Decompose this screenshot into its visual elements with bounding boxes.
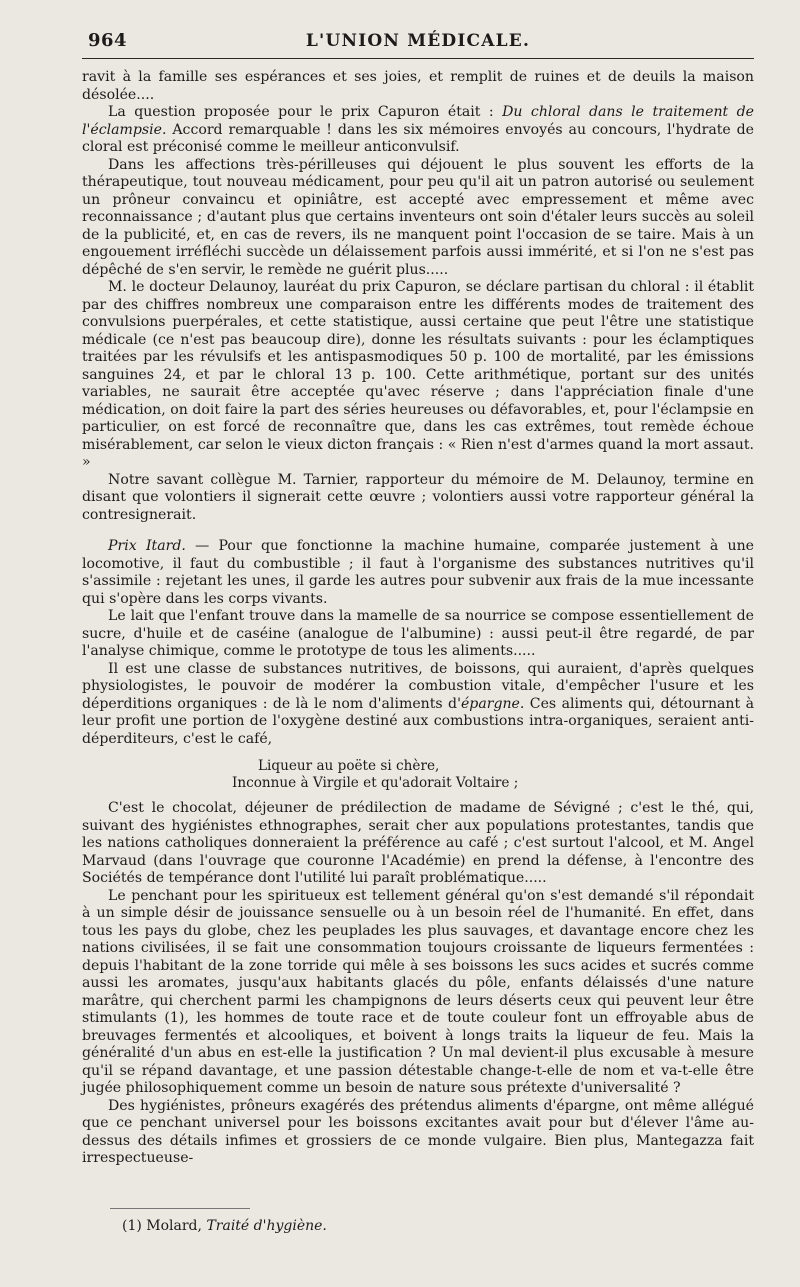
footnote-marker: (1) Molard, [122, 1218, 207, 1234]
paragraph-emphasis: épargne. [460, 695, 525, 712]
paragraph-text: ravit à la famille ses espérances et ses joies, et remplit de ruines et de deuils la maison désolée.... [82, 69, 754, 103]
paragraph [82, 1098, 754, 1168]
paragraph-text: Des hygiénistes, prôneurs exagérés des prétendus aliments d'épargne, ont même allégué que ce penchant universel pour les boissons excitantes avait pour but d'élever l'âme au-dessus des détails infimes et grossiers de ce monde vulgaire. Bien plus, Mantegazza fait irrespectueuse- [82, 1097, 754, 1166]
verse-line: Liqueur au poëte si chère, [258, 758, 440, 774]
paragraph-prix-itard [82, 538, 754, 608]
paragraph [82, 661, 754, 749]
footnote-divider [110, 1208, 250, 1209]
paragraph-text: La question proposée pour le prix Capuron était : [108, 104, 503, 120]
running-title: L'UNION MÉDICALE. [305, 31, 531, 51]
paragraph-text: Notre savant collègue M. Tarnier, rapporteur du mémoire de M. Delaunoy, termine en disant que volontiers il signerait cette œuvre ; volontiers aussi votre rapporteur général la contresignerait. [82, 471, 754, 523]
paragraph [82, 888, 754, 1098]
paragraph [82, 157, 754, 280]
page-header [82, 28, 754, 59]
paragraph-text: Il est une classe de substances nutritives, de boissons, qui auraient, d'après quelques physiologistes, le pouvoir de modérer la combustion vitale, d'empêcher l'usure et les déperditions organiques : de là le nom d'aliments d' [82, 660, 754, 712]
paragraph-text: Ces aliments qui, détournant à leur profit une portion de l'oxygène destiné aux combustions intra-organiques, seraient anti-déperditeurs, c'est le café, [82, 695, 754, 747]
paragraph-emphasis: Du chloral dans le traitement de l'éclampsie. [82, 104, 755, 138]
footnote-title: Traité d'hygiène. [206, 1218, 327, 1234]
page-number: 964 [88, 30, 128, 51]
paragraph [82, 279, 754, 472]
section-heading-prix-itard: Prix Itard. [108, 538, 186, 554]
paragraph-text: Le lait que l'enfant trouve dans la mamelle de sa nourrice se compose essentiellement de sucre, d'huile et de caséine (analogue de l'albumine) : aussi peut-il être regardé, de par l'analyse chimique, comme le prototype de tous les aliments..... [82, 608, 754, 659]
paragraph-text: Le penchant pour les spiritueux est tellement général qu'on s'est demandé s'il répondait à un simple désir de jouissance sensuelle ou à un besoin réel de l'humanité. En effet, dans tous les pays du globe, chez les peuplades les plus sauvages, et davantage encore chez les nations civilisées, il se fait une consommation toujours croissante de liqueurs fermentées : depuis l'habitant de la zone torride qui mêle à ses boissons les sucs acides et sucrés comme aussi les aromates, jusqu'aux habitants glacés du pôle, enfants délaissés d'une nature marâtre, qui cherchent parmi les champignons de leurs déserts ceux qui peuvent leur être stimulants (1), les hommes de toute race et de toute couleur font un effroyable abus de breuvages fermentés et alcooliques, et boivent à longs traits la liqueur de feu. Mais la généralité d'un abus en est-elle la justification ? Un mal devient-il plus excusable à mesure qu'il se répand davantage, et une passion détestable change-t-elle de nom et va-t-elle être jugée philosophiquement comme un besoin de nature sous prétexte d'universalité ? [82, 887, 754, 1096]
paragraph [82, 69, 754, 104]
paragraph-text: Accord remarquable ! dans les six mémoires envoyés au concours, l'hydrate de cloral est préconisé comme le meilleur anticonvulsif. [82, 121, 754, 155]
paragraph [82, 104, 754, 157]
verse-quote [82, 758, 754, 792]
paragraph [82, 608, 754, 661]
paragraph-text: — Pour que fonctionne la machine humaine, comparée justement à une locomotive, il faut du combustible ; il faut à l'organisme des substances nutritives qu'il s'assimile : rejetant les unes, il garde les autres pour subvenir aux frais de la mue incessante qui s'opère dans les corps vivants. [82, 538, 755, 607]
paragraph-text: M. le docteur Delaunoy, lauréat du prix Capuron, se déclare partisan du chloral : il établit par des chiffres nombreux une comparaison entre les différents modes de traitement des convulsions puerpérales, et cette statistique, aussi certaine que peut l'être une statistique médicale (ce n'est pas beaucoup dire), donne les résultats suivants : pour les éclamptiques traitées par les révulsifs et les antispasmodiques 50 p. 100 de mortalité, par les émissions sanguines 24, et par le chloral 13 p. 100. Cette arithmétique, portant sur des unités variables, ne saurait être acceptée qu'avec réserve ; dans l'appréciation finale d'une médication, on doit faire la part des séries heureuses ou défavorables, et, pour l'éclampsie en particulier, on est forcé de reconnaître que, dans les cas extrêmes, tout remède échoue misérablement, car selon le vieux dicton français : « Rien n'est d'armes quand la mort assaut. » [82, 279, 754, 470]
verse-line: Inconnue à Virgile et qu'adorait Voltaire ; [232, 775, 519, 791]
footnote [122, 1218, 327, 1234]
paragraph-text: Dans les affections très-périlleuses qui déjouent le plus souvent les efforts de la thérapeutique, tout nouveau médicament, pour peu qu'il ait un patron autorisé ou seulement un prôneur convaincu et opiniâtre, est accepté avec empressement et même avec reconnaissance ; d'autant plus que certains inventeurs ont soin d'étaler leurs succès au soleil de la publicité, et, en cas de revers, ils ne manquent point l'occasion de se taire. Mais à un engouement irréfléchi succède un délaissement parfois aussi immérité, et si l'on ne s'est pas dépêché de s'en servir, le remède ne guérit plus..... [82, 156, 754, 278]
article-body [82, 69, 754, 1168]
paragraph [82, 472, 754, 525]
paragraph-text: C'est le chocolat, déjeuner de prédilection de madame de Sévigné ; c'est le thé, qui, suivant des hygiénistes ethnographes, serait cher aux populations protestantes, tandis que les nations catholiques donneraient la préférence au café ; c'est surtout l'alcool, et M. Angel Marvaud (dans l'ouvrage que couronne l'Académie) en prend la défense, à l'encontre des Sociétés de tempérance dont l'utilité lui paraît problématique..... [82, 800, 754, 886]
paragraph [82, 800, 754, 888]
